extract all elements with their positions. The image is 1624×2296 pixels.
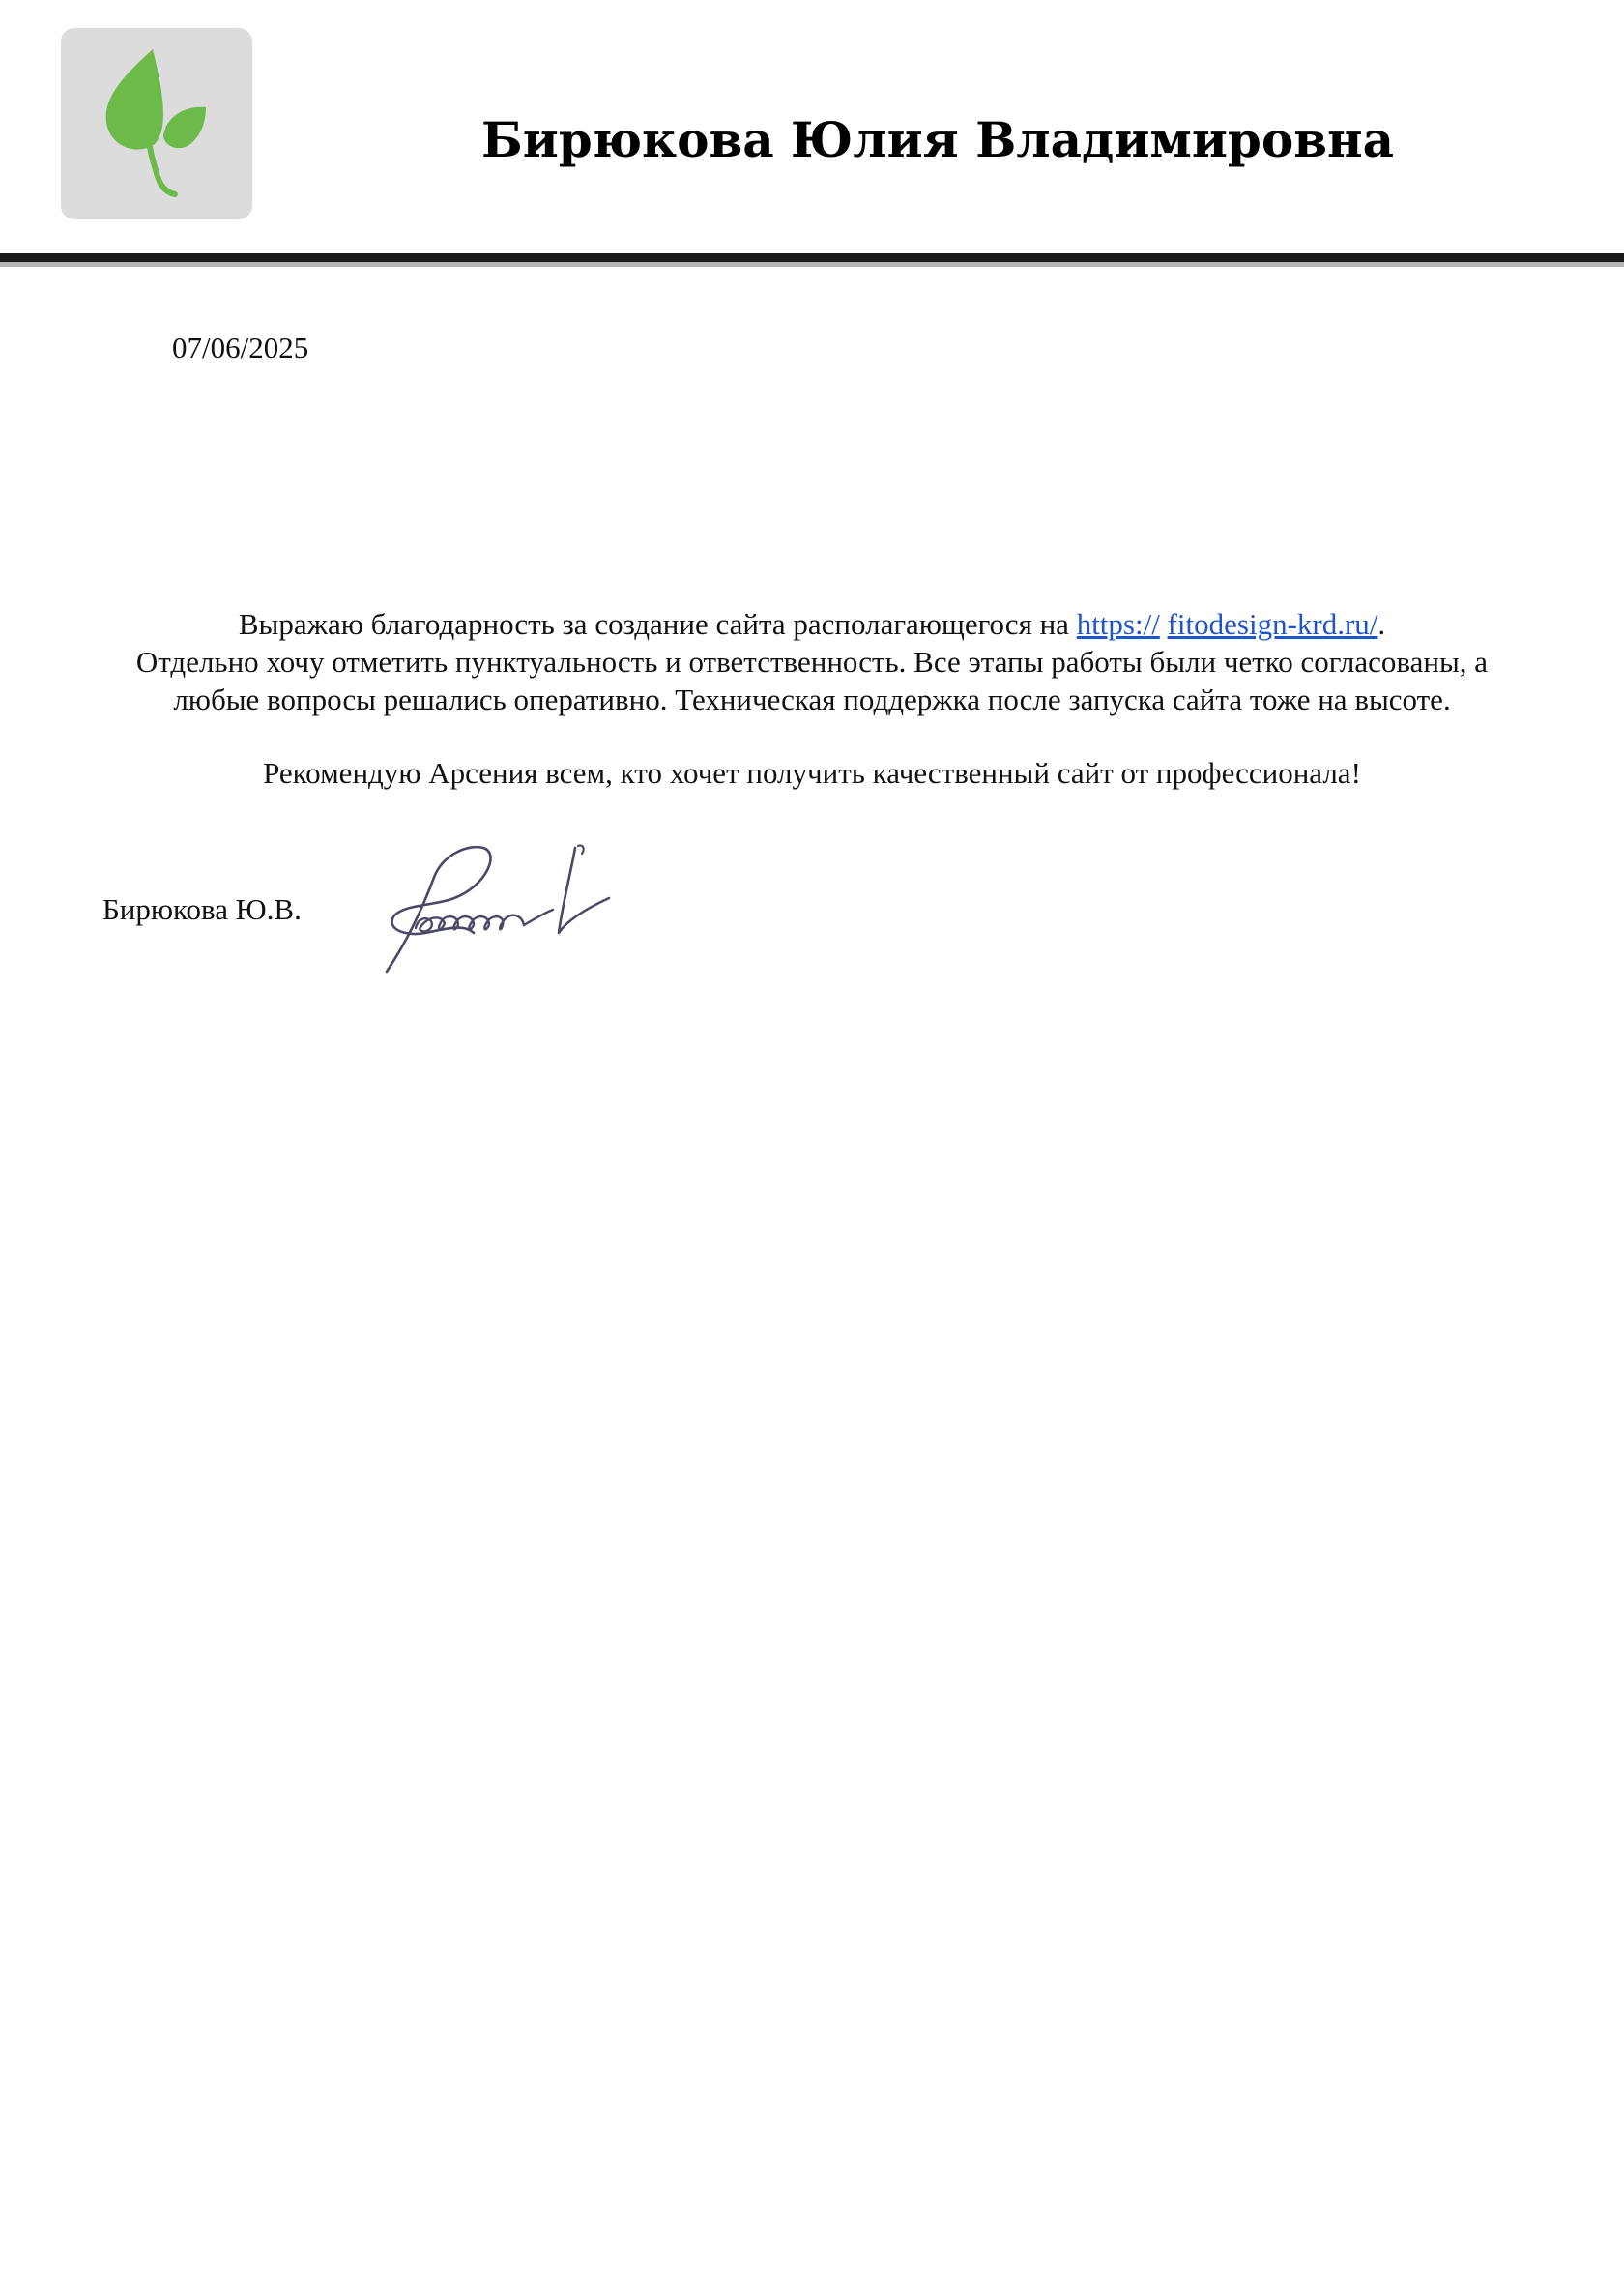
leaf-logo-icon [61,28,252,219]
paragraph-1-period: . [1378,607,1386,641]
paragraph-1-line-1 [58,605,1566,643]
handwritten-signature [377,836,638,981]
letter-paragraph-2: Рекомендую Арсения всем, кто хочет получить качественный сайт от профессионала! [263,756,1361,790]
paragraph-1-line-2: Отдельно хочу отметить пунктуальность и ответственность. Все этапы работы были четко согласованы, а [135,645,1489,679]
signature-icon [377,836,638,981]
letter-paragraph-1 [58,605,1566,718]
link-fitodesign-site[interactable]: fitodesign-krd.ru/ [1167,607,1378,641]
paragraph-1-intro: Выражаю благодарность за создание сайта располагающегося на [238,607,1077,641]
logo [61,28,252,219]
link-separator [1160,607,1168,641]
header-divider-shadow [0,262,1624,267]
signer-name: Бирюкова Ю.В. [102,892,302,926]
letter-date: 07/06/2025 [172,331,309,364]
link-https[interactable]: https:// [1076,607,1160,641]
page-title: Бирюкова Юлия Владимировна [481,111,1394,168]
header-divider [0,253,1624,262]
paragraph-1-line-3: любые вопросы решались оперативно. Техническая поддержка после запуска сайта тоже на высоте. [173,683,1451,716]
